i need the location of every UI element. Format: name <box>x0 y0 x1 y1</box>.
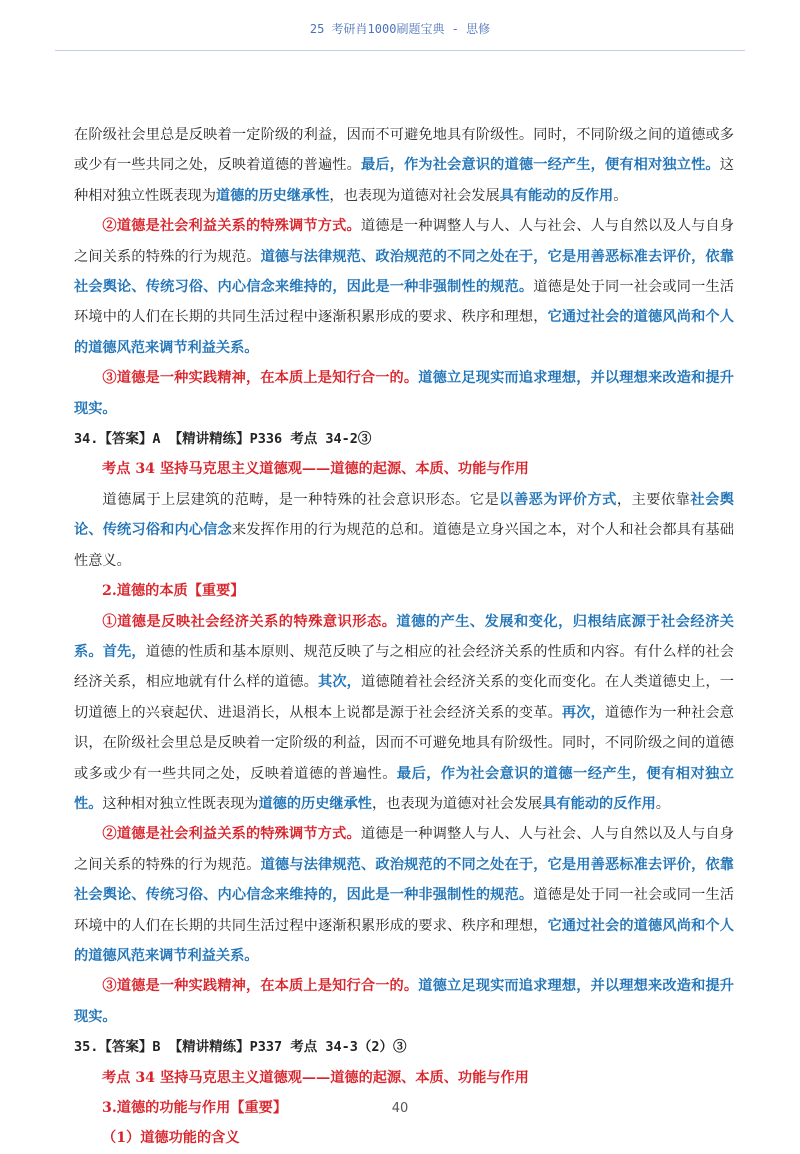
text-run: 社会舆论、传统习俗和内心信念 <box>74 491 734 539</box>
text-run: 道德与法律规范、政治规范的不同之处在于，它是用善恶标准去评价，依靠社会舆论、传统习俗、内心信念来维持的，因此是一种非强制性的规范。 <box>74 856 734 904</box>
text-run: 最后，作为社会意识的道德一经产生，便有相对独立性。 <box>74 765 734 812</box>
paragraph <box>74 211 734 363</box>
text-run: ②道德是社会利益关系的特殊调节方式。 <box>102 218 361 235</box>
text-run: ，主要依靠 <box>616 491 691 508</box>
text-run: 道德的历史继承性 <box>215 187 330 204</box>
text-run: 这种相对独立性既表现为 <box>102 795 259 812</box>
text-run: ，也表现为道德对社会发展 <box>329 187 500 204</box>
text-run: 它通过社会的道德风尚和个人的道德风范来调节利益关系。 <box>74 917 734 964</box>
header-divider <box>55 50 745 51</box>
running-header: 25 考研肖1000刷题宝典 - 思修 <box>309 22 491 36</box>
text-run: 道德的产生、发展和变化，归根结底源于社会经济关系。首先， <box>74 613 734 660</box>
answer-line-35: 35.【答案】B 【精讲精练】P337 考点 34-3（2）③ <box>74 1039 407 1056</box>
subsection-title: （1）道德功能的含义 <box>102 1130 240 1147</box>
text-run: 道德随着社会经济关系的变化而变化。在人类道德史上，一切道德上的兴衰起伏、进退消长，从根本上说都是源于社会经济关系的变革。 <box>74 674 734 721</box>
text-run: ①道德是反映社会经济关系的特殊意识形态。 <box>102 613 397 630</box>
page-content <box>74 120 734 1154</box>
text-run: 道德是一种调整人与人、人与社会、人与自然以及人与自身之间关系的特殊的行为规范。 <box>74 826 734 873</box>
paragraph <box>74 363 734 424</box>
text-run: 道德是处于同一社会或同一生活环境中的人们在长期的共同生活过程中逐渐积累形成的要求、秩序和理想， <box>74 279 734 326</box>
section-title: 2.道德的本质【重要】 <box>102 583 245 600</box>
text-run: 道德的性质和基本原则、规范反映了与之相应的社会经济关系的性质和内容。有什么样的社会经济关系，相应地就有什么样的道德。 <box>74 643 734 691</box>
text-run: 道德属于上层建筑的范畴，是一种特殊的社会意识形态。它是 <box>102 491 500 508</box>
paragraph <box>74 120 734 211</box>
paragraph <box>74 607 734 820</box>
text-run: 具有能动的反作用 <box>499 187 614 204</box>
text-run: ，也表现为道德对社会发展 <box>371 795 543 812</box>
text-run: 最后，作为社会意识的道德一经产生，便有相对独立性。 <box>361 157 720 174</box>
text-run: 再次， <box>561 704 605 721</box>
key-point-title: 考点 34 坚持马克思主义道德观——道德的起源、本质、功能与作用 <box>102 1069 529 1086</box>
text-run: 道德是处于同一社会或同一生活环境中的人们在长期的共同生活过程中逐渐积累形成的要求、秩序和理想， <box>74 887 734 934</box>
text-run: 道德的历史继承性 <box>258 795 372 812</box>
paragraph <box>74 819 734 971</box>
text-run: 以善恶为评价方式 <box>499 491 617 508</box>
key-point-title: 考点 34 坚持马克思主义道德观——道德的起源、本质、功能与作用 <box>102 461 529 478</box>
text-run: 它通过社会的道德风尚和个人的道德风范来调节利益关系。 <box>74 309 734 356</box>
page-number: 40 <box>391 1101 409 1116</box>
text-run: ③道德是一种实践精神，在本质上是知行合一的。 <box>102 370 419 387</box>
text-run: 道德作为一种社会意识，在阶级社会里总是反映着一定阶级的利益，因而不可避免地具有阶级性。同时，不同阶级之间的道德或多或少有一些共同之处，反映着道德的普遍性。 <box>74 704 734 782</box>
section-title: 3.道德的功能与作用【重要】 <box>102 1100 288 1116</box>
text-run: 道德是一种调整人与人、人与社会、人与自然以及人与自身之间关系的特殊的行为规范。 <box>74 218 734 265</box>
text-run: 这种相对独立性既表现为 <box>74 157 734 204</box>
text-run: 其次， <box>317 674 362 691</box>
text-run: 道德立足现实而追求理想，并以理想来改造和提升现实。 <box>74 370 734 417</box>
paragraph <box>74 485 734 576</box>
answer-line-34: 34.【答案】A 【精讲精练】P336 考点 34-2③ <box>74 431 372 448</box>
paragraph <box>74 971 734 1032</box>
text-run: 道德立足现实而追求理想，并以理想来改造和提升现实。 <box>74 978 734 1025</box>
text-run: 具有能动的反作用 <box>542 795 656 812</box>
text-run: ②道德是社会利益关系的特殊调节方式。 <box>102 826 361 843</box>
text-run: 道德与法律规范、政治规范的不同之处在于，它是用善恶标准去评价，依靠社会舆论、传统习俗、内心信念来维持的，因此是一种非强制性的规范。 <box>74 248 734 296</box>
text-run: 。 <box>655 795 670 812</box>
text-run: ③道德是一种实践精神，在本质上是知行合一的。 <box>102 978 419 995</box>
text-run: 在阶级社会里总是反映着一定阶级的利益，因而不可避免地具有阶级性。同时，不同阶级之间的道德或多或少有一些共同之处，反映着道德的普遍性。 <box>74 127 734 174</box>
text-run: 来发挥作用的行为规范的总和。道德是立身兴国之本，对个人和社会都具有基础性意义。 <box>74 522 734 569</box>
text-run: 。 <box>613 187 628 204</box>
